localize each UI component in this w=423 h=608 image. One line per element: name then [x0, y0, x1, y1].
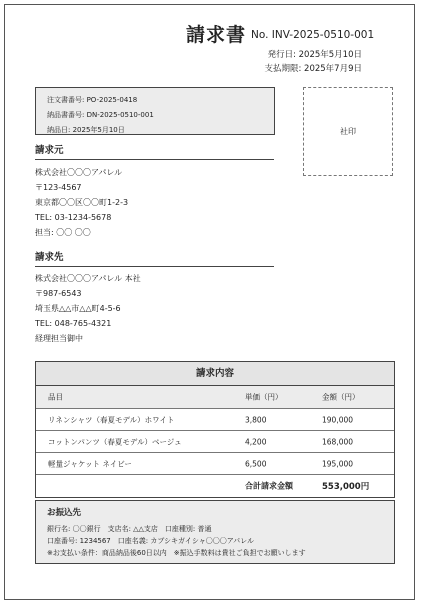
recipient-company: 株式会社〇〇〇アパレル 本社 — [35, 274, 141, 283]
table-header-row — [36, 386, 394, 409]
document-title: 請求書 — [186, 24, 247, 46]
item-name: 軽量ジャケット ネイビー — [48, 459, 132, 468]
delivery-number: 納品書番号: DN-2025-0510-001 — [47, 111, 154, 119]
table-row — [36, 409, 394, 431]
invoice-sheet — [4, 4, 415, 600]
issuer-postal: 〒123-4567 — [35, 183, 82, 192]
column-header-item: 品目 — [48, 392, 63, 402]
invoice-number: No. INV-2025-0510-001 — [251, 29, 375, 41]
total-row — [36, 475, 394, 497]
recipient-heading: 請求先 — [35, 249, 274, 267]
reference-box — [35, 87, 275, 135]
issuer-street: 東京都〇〇区〇〇町1-2-3 — [35, 198, 129, 207]
bank-branch-line: 銀行名: 〇〇銀行 支店名: △△支店 口座種別: 普通 — [47, 525, 212, 533]
bank-title: お振込先 — [47, 508, 82, 518]
item-unit-price: 4,200 — [245, 437, 267, 446]
company-seal-box — [303, 87, 393, 176]
bank-account-line: 口座番号: 1234567 口座名義: カブシキガイシャ〇〇〇アパレル — [47, 537, 254, 545]
issuer-phone: TEL: 03-1234-5678 — [35, 213, 112, 222]
recipient-address — [35, 271, 141, 346]
table-row — [36, 453, 394, 475]
due-date: 支払期限: 2025年7月9日 — [264, 64, 362, 74]
recipient-attention: 経理担当御中 — [35, 334, 83, 343]
issuer-company: 株式会社〇〇〇アパレル — [35, 168, 123, 177]
recipient-postal: 〒987-6543 — [35, 289, 82, 298]
item-amount: 190,000 — [322, 415, 354, 424]
recipient-phone: TEL: 048-765-4321 — [35, 319, 112, 328]
item-name: コットンパンツ（春夏モデル）ベージュ — [48, 437, 182, 446]
issuer-address — [35, 165, 128, 240]
delivery-date: 納品日: 2025年5月10日 — [47, 126, 125, 134]
column-header-amount: 金額（円） — [322, 392, 360, 402]
total-label: 合計請求金額 — [245, 481, 293, 491]
payment-terms-line: ※お支払い条件：商品納品後60日以内 ※振込手数料は貴社ご負担でお願いします — [47, 549, 306, 557]
items-table — [35, 361, 395, 498]
items-table-title: 請求内容 — [36, 362, 394, 386]
total-amount: 553,000円 — [322, 482, 370, 492]
order-number: 注文書番号: PO-2025-0418 — [47, 96, 138, 104]
issuer-heading: 請求元 — [35, 142, 274, 160]
item-amount: 195,000 — [322, 459, 354, 468]
item-amount: 168,000 — [322, 437, 354, 446]
seal-label: 社印 — [340, 127, 356, 136]
table-row — [36, 431, 394, 453]
recipient-street: 埼玉県△△市△△町4-5-6 — [35, 304, 121, 313]
issuer-contact: 担当: 〇〇 〇〇 — [35, 228, 91, 237]
item-unit-price: 6,500 — [245, 459, 267, 468]
item-unit-price: 3,800 — [245, 415, 267, 424]
item-name: リネンシャツ（春夏モデル）ホワイト — [48, 415, 175, 424]
bank-transfer-box — [35, 500, 395, 564]
column-header-unit-price: 単価（円） — [245, 392, 283, 402]
issue-date: 発行日: 2025年5月10日 — [267, 50, 362, 60]
